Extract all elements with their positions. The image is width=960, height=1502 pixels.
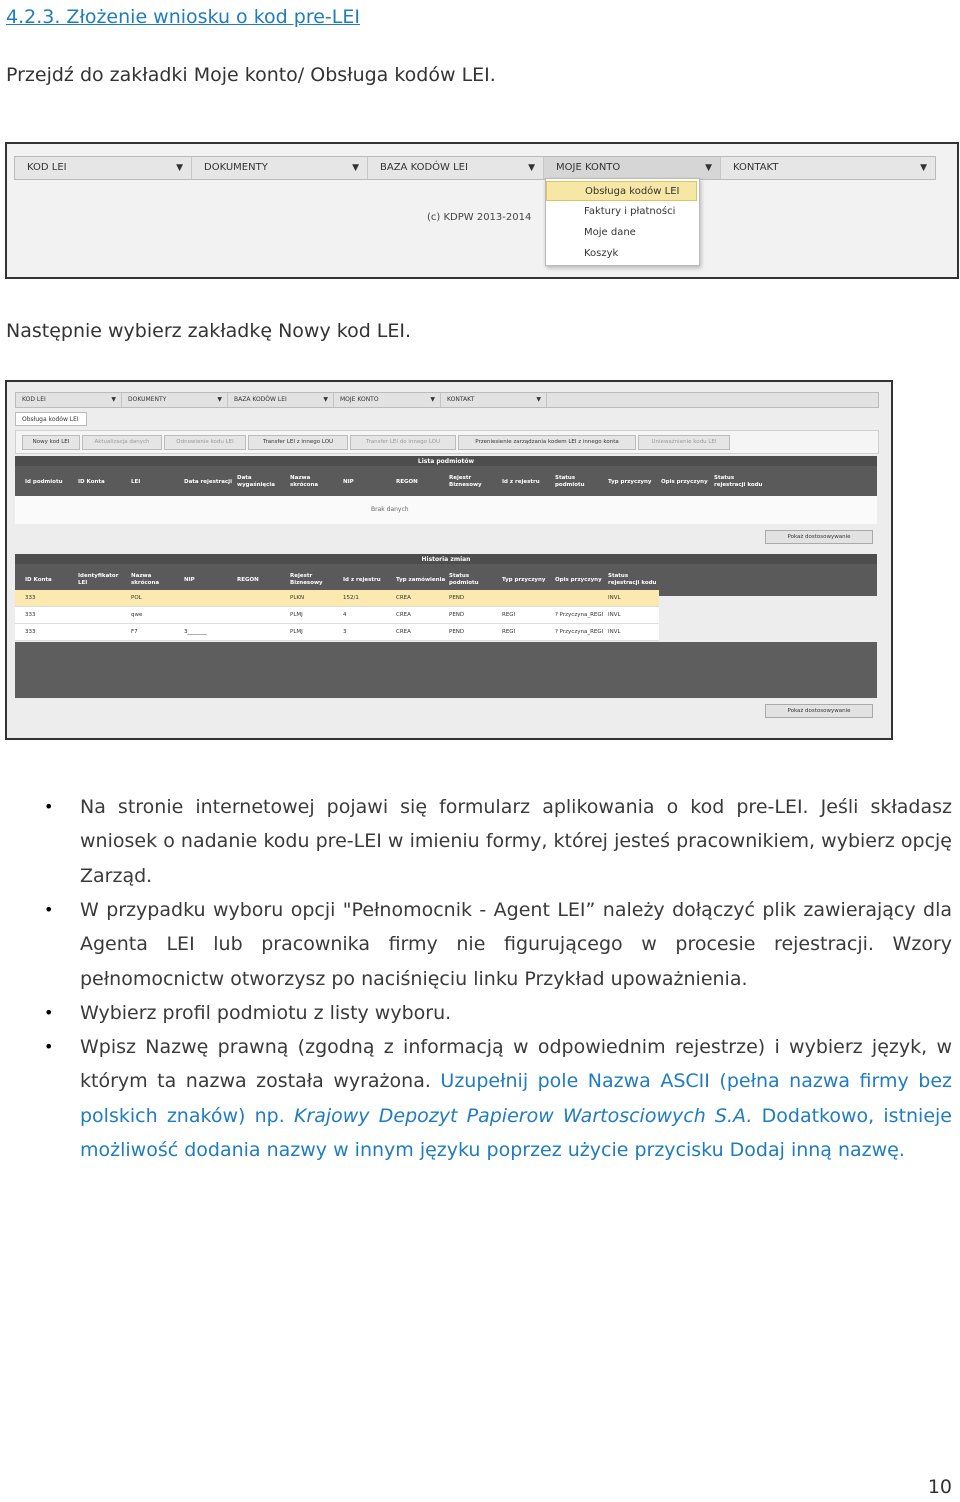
historia-zmian-footer bbox=[15, 698, 877, 718]
column-header[interactable]: Data rejestracji bbox=[184, 478, 232, 485]
column-header[interactable]: ID Konta bbox=[78, 478, 105, 485]
transfer-z-lou-button[interactable]: Transfer LEI z innego LOU bbox=[248, 435, 348, 450]
menu-item-obsluga-kodow-lei[interactable]: Obsługa kodów LEI bbox=[546, 181, 697, 201]
nav-dokumenty[interactable] bbox=[192, 157, 368, 179]
nav-label: MOJE KONTO bbox=[340, 396, 379, 403]
nowy-kod-lei-button[interactable]: Nowy kod LEI bbox=[22, 435, 80, 450]
table-cell: INVL bbox=[608, 594, 621, 601]
chevron-down-icon: ▼ bbox=[352, 163, 359, 173]
table-cell bbox=[78, 607, 130, 623]
table-cell bbox=[78, 590, 130, 606]
list-item-text-blue: Dodatkowo, istnieje możliwość dodania nazwy w innym języku poprzez użycie przycisku Dodaj inną nazwę. bbox=[80, 1104, 952, 1161]
aktualizacja-danych-button[interactable]: Aktualizacja danych bbox=[82, 435, 162, 450]
lista-podmiotow-body bbox=[15, 496, 877, 524]
odnowienie-kodu-button[interactable]: Odnowienie kodu LEI bbox=[164, 435, 246, 450]
chevron-down-icon: ▼ bbox=[323, 396, 328, 403]
column-header[interactable]: LEI bbox=[131, 478, 141, 485]
historia-zmian-empty-area bbox=[15, 642, 877, 698]
table-cell: qwe bbox=[131, 611, 143, 618]
table-cell: 333 bbox=[25, 628, 36, 635]
transfer-do-lou-button[interactable]: Transfer LEI do innego LOU bbox=[350, 435, 456, 450]
table-cell bbox=[502, 590, 554, 606]
page-number: 10 bbox=[927, 1476, 952, 1498]
chevron-down-icon: ▼ bbox=[705, 163, 712, 173]
column-header[interactable]: Opis przyczyny bbox=[555, 576, 602, 583]
list-item-text-blue: Uzupełnij pole Nazwa ASCII (pełna nazwa firmy bez polskich znaków) np. bbox=[80, 1070, 953, 1127]
nav-dokumenty[interactable] bbox=[122, 393, 228, 407]
table-cell: PEND bbox=[449, 594, 465, 601]
column-header[interactable]: Nazwa skrócona bbox=[131, 573, 160, 586]
chevron-down-icon: ▼ bbox=[528, 163, 535, 173]
screenshot-my-account-menu bbox=[5, 142, 959, 279]
nav-baza-kodow-lei[interactable] bbox=[228, 393, 334, 407]
nav-label: MOJE KONTO bbox=[556, 162, 621, 173]
table-cell: PLKN bbox=[290, 594, 305, 601]
table-cell bbox=[78, 624, 130, 640]
table-cell: PLMJ bbox=[290, 628, 303, 635]
top-navigation bbox=[14, 156, 936, 180]
nav-label: KOD LEI bbox=[22, 396, 46, 403]
chevron-down-icon: ▼ bbox=[920, 163, 927, 173]
nav-kontakt[interactable] bbox=[721, 157, 935, 179]
nav-moje-konto[interactable] bbox=[334, 393, 441, 407]
uniewaznienie-kodu-button[interactable]: Unieważnienie kodu LEI bbox=[638, 435, 730, 450]
table-cell: PEND bbox=[449, 628, 465, 635]
przeniesienie-zarzadzania-button[interactable]: Przeniesienie zarządzania kodem LEI z innego konta bbox=[458, 435, 636, 450]
table-cell: PLMJ bbox=[290, 611, 303, 618]
copyright-footer: (c) KDPW 2013-2014 bbox=[427, 212, 532, 223]
nav-label: KONTAKT bbox=[733, 162, 779, 173]
nav-baza-kodow-lei[interactable] bbox=[368, 157, 544, 179]
column-header[interactable]: Id z rejestru bbox=[343, 576, 381, 583]
column-header[interactable]: Typ przyczyny bbox=[608, 478, 652, 485]
list-item bbox=[80, 1030, 952, 1167]
pokaz-dostosowywanie-button-2[interactable]: Pokaż dostosowywanie bbox=[765, 704, 873, 718]
table-cell: 152/1 bbox=[343, 594, 359, 601]
column-header[interactable]: Identyfikator LEI bbox=[78, 573, 119, 586]
column-header[interactable]: Typ zamówienia bbox=[396, 576, 446, 583]
table-cell: F7 bbox=[131, 628, 138, 635]
table-cell: 333 bbox=[25, 594, 36, 601]
historia-zmian-title: Historia zmian bbox=[15, 554, 877, 565]
lista-podmiotow-header bbox=[15, 466, 877, 498]
column-header[interactable]: Data wygaśnięcia bbox=[237, 475, 275, 488]
table-cell: INVL bbox=[608, 611, 621, 618]
nav-kod-lei[interactable] bbox=[16, 393, 122, 407]
chevron-down-icon: ▼ bbox=[111, 396, 116, 403]
menu-item-faktury[interactable]: Faktury i płatności bbox=[584, 206, 676, 217]
column-header[interactable]: Status rejestracji kodu bbox=[714, 475, 763, 488]
lista-podmiotow-title: Lista podmiotów bbox=[15, 456, 877, 467]
table-cell bbox=[184, 607, 236, 623]
menu-item-moje-dane[interactable]: Moje dane bbox=[584, 227, 636, 238]
column-header[interactable]: Id z rejestru bbox=[502, 478, 540, 485]
nav-kod-lei[interactable] bbox=[15, 157, 192, 179]
screenshot-lei-management bbox=[5, 380, 893, 740]
menu-item-koszyk[interactable]: Koszyk bbox=[584, 248, 619, 259]
top-navigation bbox=[15, 392, 879, 408]
column-header[interactable]: Typ przyczyny bbox=[502, 576, 546, 583]
table-cell: ? Przyczyna_REGI bbox=[555, 611, 604, 618]
column-header[interactable]: Id podmiotu bbox=[25, 478, 63, 485]
column-header[interactable]: Nazwa skrócona bbox=[290, 475, 319, 488]
chevron-down-icon: ▼ bbox=[430, 396, 435, 403]
table-cell: POL bbox=[131, 594, 142, 601]
column-header[interactable]: NIP bbox=[343, 478, 354, 485]
table-cell: CREA bbox=[396, 594, 411, 601]
column-header[interactable]: Status podmiotu bbox=[555, 475, 585, 488]
table-cell: INVL bbox=[608, 628, 621, 635]
list-item-example: Krajowy Depozyt Papierow Wartosciowych S.A. bbox=[293, 1104, 753, 1127]
list-item-text: Wpisz Nazwę prawną (zgodną z informacją w odpowiednim rejestrze) i wybierz język, w którym ta nazwa została wyrażona. bbox=[80, 1036, 952, 1093]
column-header[interactable]: Status podmiotu bbox=[449, 573, 479, 586]
table-cell: CREA bbox=[396, 611, 411, 618]
table-cell: 3 bbox=[343, 628, 347, 635]
moje-konto-dropdown bbox=[545, 178, 700, 266]
chevron-down-icon: ▼ bbox=[176, 163, 183, 173]
empty-state: Brak danych bbox=[371, 506, 409, 513]
table-cell: REGI bbox=[502, 628, 516, 635]
column-header[interactable]: REGON bbox=[396, 478, 418, 485]
table-cell: REGI bbox=[502, 611, 516, 618]
nav-label: BAZA KODÓW LEI bbox=[380, 162, 468, 173]
table-cell: 3_______ bbox=[184, 628, 207, 635]
table-cell: 4 bbox=[343, 611, 347, 618]
table-cell: 333 bbox=[25, 611, 36, 618]
section-heading[interactable]: 4.2.3. Złożenie wniosku o kod pre-LEI bbox=[6, 6, 360, 28]
tab-obsluga-kodow-lei[interactable]: Obsługa kodów LEI bbox=[15, 412, 87, 426]
list-item: • Na stronie internetowej pojawi się formularz aplikowania o kod pre-LEI. Jeśli składasz wniosek o nadanie kodu pre-LEI w imieniu formy, której jesteś pracownikiem, wybierz opcję Zarząd. bbox=[80, 790, 952, 893]
chevron-down-icon: ▼ bbox=[217, 396, 222, 403]
table-cell: PEND bbox=[449, 611, 465, 618]
table-cell bbox=[237, 624, 289, 640]
table-cell bbox=[237, 590, 289, 606]
column-header[interactable]: Status rejestracji kodu bbox=[608, 573, 657, 586]
table-row[interactable] bbox=[15, 624, 659, 641]
nav-label: DOKUMENTY bbox=[204, 162, 268, 173]
column-header[interactable]: REGON bbox=[237, 576, 259, 583]
table-cell bbox=[555, 590, 607, 606]
action-bar bbox=[15, 430, 879, 454]
column-header[interactable]: Rejestr Biznesowy bbox=[290, 573, 323, 586]
nav-label: BAZA KODÓW LEI bbox=[234, 396, 287, 403]
nav-kontakt[interactable] bbox=[441, 393, 547, 407]
table-cell bbox=[184, 590, 236, 606]
table-row[interactable] bbox=[15, 590, 659, 607]
nav-label: KONTAKT bbox=[447, 396, 475, 403]
nav-label: KOD LEI bbox=[27, 162, 67, 173]
pokaz-dostosowywanie-button[interactable]: Pokaż dostosowywanie bbox=[765, 530, 873, 544]
nav-moje-konto[interactable] bbox=[544, 157, 721, 179]
nav-label: DOKUMENTY bbox=[128, 396, 167, 403]
column-header[interactable]: NIP bbox=[184, 576, 195, 583]
column-header[interactable]: Rejestr Biznesowy bbox=[449, 475, 482, 488]
column-header[interactable]: Opis przyczyny bbox=[661, 478, 708, 485]
column-header[interactable]: ID Konta bbox=[25, 576, 52, 583]
list-item: • Wybierz profil podmiotu z listy wyboru. bbox=[80, 996, 952, 1030]
list-item: • W przypadku wyboru opcji "Pełnomocnik - Agent LEI” należy dołączyć plik zawierający dla Agenta LEI lub pracownika firmy nie figurującego w procesie rejestracji. Wzory pełnomocnictw otworzysz po naciśnięciu linku Przykład upoważnienia. bbox=[80, 893, 952, 996]
table-row[interactable] bbox=[15, 607, 659, 624]
intro-paragraph: Przejdź do zakładki Moje konto/ Obsługa kodów LEI. bbox=[6, 64, 496, 86]
table-cell bbox=[237, 607, 289, 623]
table-cell: CREA bbox=[396, 628, 411, 635]
chevron-down-icon: ▼ bbox=[536, 396, 541, 403]
intro-paragraph-2: Następnie wybierz zakładkę Nowy kod LEI. bbox=[6, 320, 412, 342]
table-cell: ? Przyczyna_REGI bbox=[555, 628, 604, 635]
